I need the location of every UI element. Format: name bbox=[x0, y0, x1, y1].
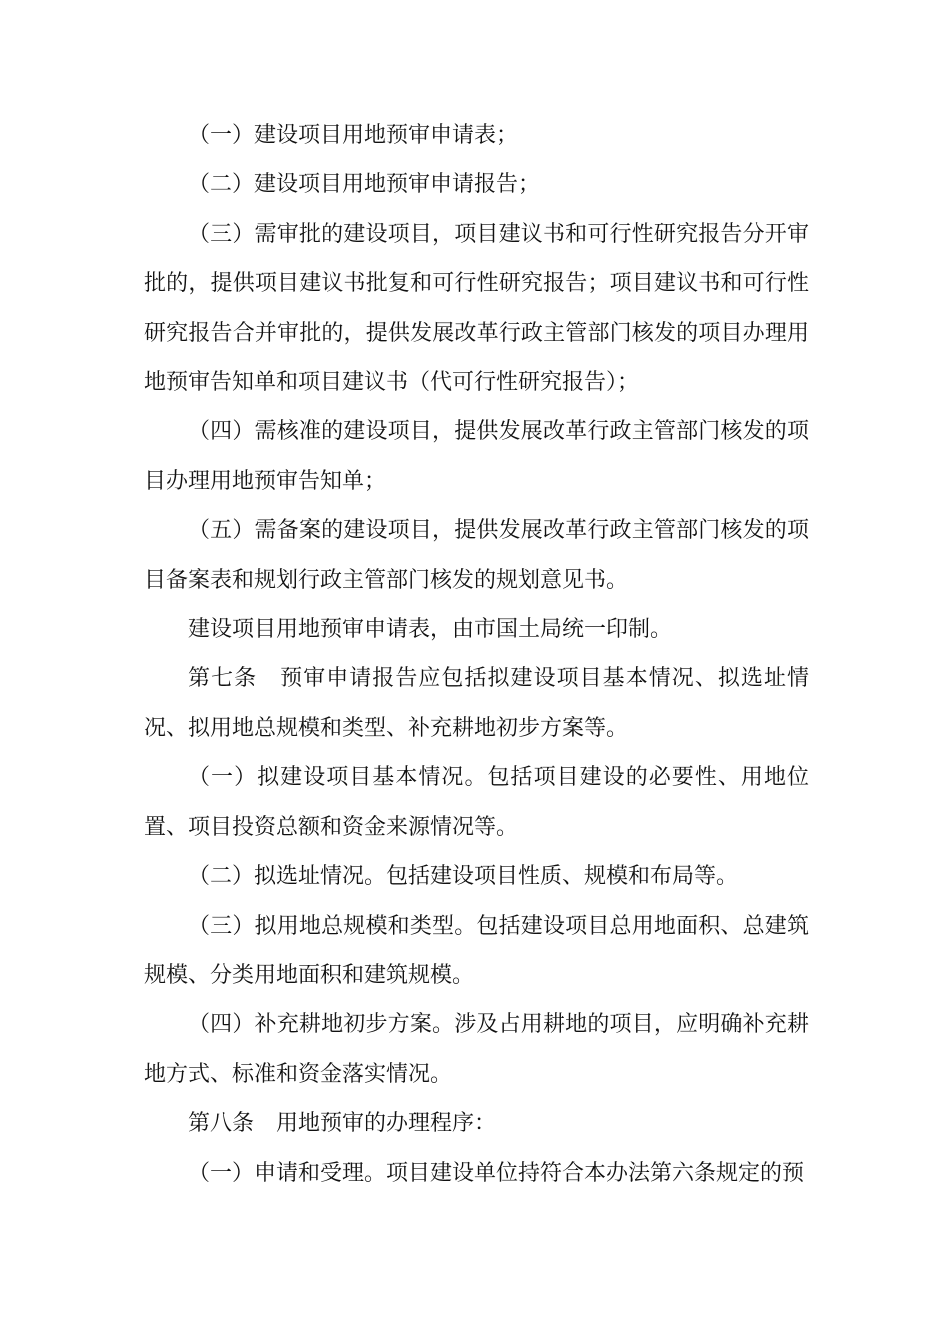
article-7 bbox=[144, 654, 809, 753]
article-7-item-3: （三）拟用地总规模和类型。包括建设项目总用地面积、总建筑规模、分类用地面积和建筑规模。 bbox=[144, 913, 809, 988]
article-8-text: 用地预审的办理程序： bbox=[276, 1111, 497, 1137]
article-7-text: 预审申请报告应包括拟建设项目基本情况、拟选址情况、拟用地总规模和类型、补充耕地初步方案等。 bbox=[144, 666, 809, 741]
article-7-item-4: （四）补充耕地初步方案。涉及占用耕地的项目，应明确补充耕地方式、标准和资金落实情况。 bbox=[144, 1012, 809, 1087]
article-8-item-1: （一）申请和受理。项目建设单位持符合本办法第六条规定的预 bbox=[188, 1160, 805, 1186]
article-8-number: 第八条 bbox=[188, 1111, 255, 1137]
paragraph-item-1: （一）建设项目用地预审申请表； bbox=[188, 123, 519, 148]
paragraph-item-5: （五）需备案的建设项目，提供发展改革行政主管部门核发的项目备案表和规划行政主管部门核发的规划意见书。 bbox=[144, 518, 809, 593]
article-8 bbox=[144, 1099, 809, 1148]
article-7-item-1: （一）拟建设项目基本情况。包括项目建设的必要性、用地位置、项目投资总额和资金来源情况等。 bbox=[144, 765, 809, 840]
article-7-number: 第七条 bbox=[188, 666, 258, 692]
paragraph-item-2: （二）建设项目用地预审申请报告； bbox=[188, 172, 541, 198]
document-body bbox=[144, 111, 809, 1198]
paragraph-application-form-note: 建设项目用地预审申请表，由市国土局统一印制。 bbox=[188, 617, 673, 643]
paragraph-item-4: （四）需核准的建设项目，提供发展改革行政主管部门核发的项目办理用地预审告知单； bbox=[144, 419, 809, 494]
paragraph-item-3: （三）需审批的建设项目，项目建议书和可行性研究报告分开审批的，提供项目建议书批复和可行性研究报告；项目建议书和可行性研究报告合并审批的，提供发展改革行政主管部门核发的项目办理用地预审告知单和项目建议书（代可行性研究报告）； bbox=[144, 221, 809, 396]
article-7-item-2: （二）拟选址情况。包括建设项目性质、规模和布局等。 bbox=[188, 864, 739, 890]
